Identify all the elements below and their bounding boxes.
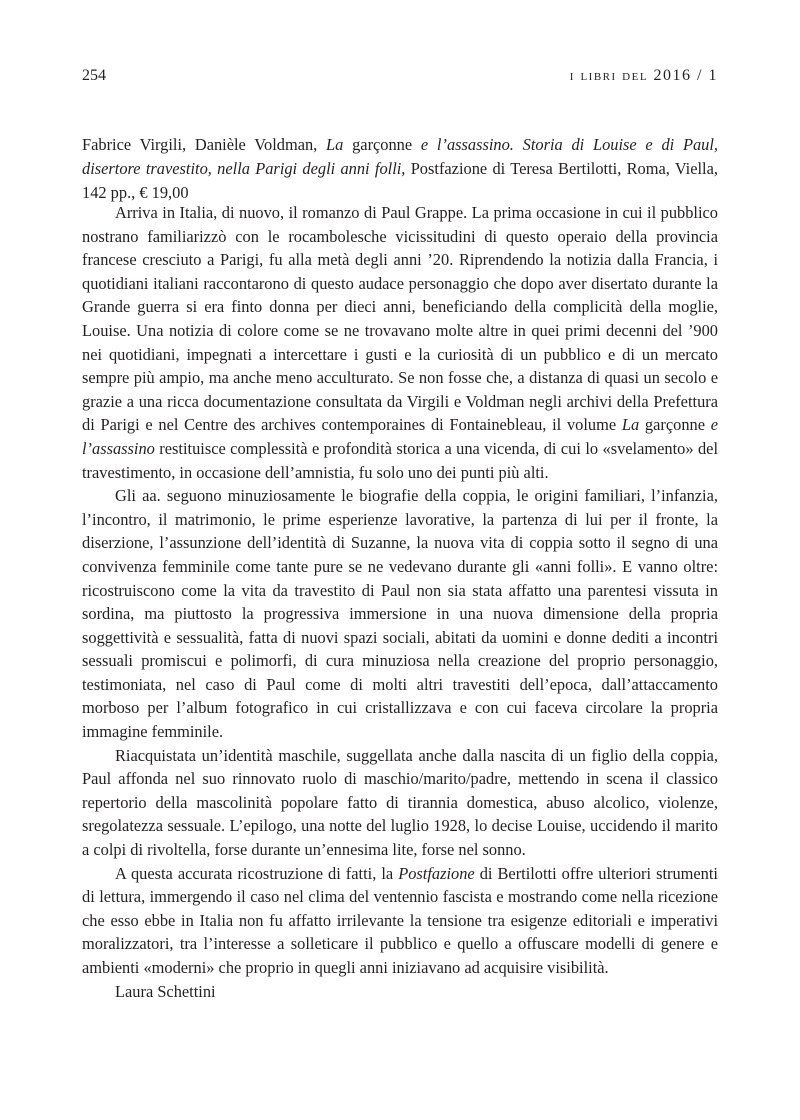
page-number: 254 — [82, 67, 106, 84]
book-title-roman: garçonne — [343, 135, 421, 154]
review-paragraph-3: Riacquistata un’identità maschile, suggellata anche dalla nascita di un figlio della coppia, Paul affonda nel suo rinnovato ruolo di maschio/marito/padre, mettendo in scena il classico repertorio della mascolinità popolare fatto di tirannia domestica, abuso alcolico, violenze, sregolatezza sessuale. L’epilogo, una notte del luglio 1928, lo decise Louise, uccidendo il marito a colpi di rivoltella, forse durante un’ennesima lite, forse nel sonno. — [82, 745, 718, 860]
paragraph-text: di Bertilotti offre ulteriori strumenti di lettura, immergendo il caso nel clima del ventennio fascista e mostrando come nella ricezione che esso ebbe in Italia non fu affatto irrilevante la tensione tra esigenze editoriali e imperativi moralizzatori, tra l’interesse a solleticare il pubblico e quello a offuscare modelli di genere e ambienti «moderni» che proprio in quegli anni iniziavano ad acquisire visibilità. — [82, 863, 718, 977]
review-bibliographic-header — [82, 133, 718, 205]
book-authors: Fabrice Virgili, Danièle Voldman, — [82, 135, 327, 154]
paragraph-text: A questa accurata ricostruzione di fatti, la — [115, 863, 399, 883]
postfazione-italic: Postfazione — [398, 863, 475, 883]
review-paragraph-2: Gli aa. seguono minuziosamente le biografie della coppia, le origini familiari, l’infanzia, l’incontro, il matrimonio, le prime esperienze lavorative, la partenza di lui per il fronte, la diserzione, l’assunzione dell’identità di Suzanne, la nuova vita di coppia sotto il segno di una convivenza femminile come tante pure se ne vedevano durante gli «anni folli». E vanno oltre: ricostruiscono come la vita da travestito di Paul non sia stata affatto una parentesi vissuta in sordina, ma piuttosto la progressiva immersione in una nuova dimensione della propria soggettività e sessualità, fatta di nuovi spazi sociali, abitati da uomini e donne dediti a incontri sessuali promiscui e polimorfi, di cura minuziosa nella creazione del proprio personaggio, testimoniata, nel caso di Paul come di molti altri travestiti dell’epoca, dall’attaccamento morboso per l’album fotografico in cui cristallizzava e con cui faceva circolare la propria immagine femminile. — [82, 486, 718, 742]
title-italic: La — [621, 415, 640, 435]
running-head — [82, 66, 718, 86]
review-body — [82, 201, 718, 1003]
book-title-italic-1: La — [326, 135, 344, 154]
review-paragraph-1 — [82, 201, 718, 484]
reviewer-signature: Laura Schettini — [115, 981, 216, 1001]
book-title-italic-2: e l’assassino. Storia di Louise e di Paul, disertore travestito, nella Parigi degli anni folli, — [82, 135, 718, 178]
running-title: i libri del 2016 / 1 — [569, 67, 718, 84]
title-italic: e l’assassino — [82, 415, 718, 458]
paragraph-text: Arriva in Italia, di nuovo, il romanzo di Paul Grappe. La prima occasione in cui il pubblico nostrano familiarizzò con le rocambolesche vicissitudini di questo operaio della provincia francese cresciuto a Parigi, fu alla metà degli anni ’20. Riprendendo la notizia dalla Francia, i quotidiani italiani raccontarono di questo audace personaggio che dopo aver disertato durante la Grande guerra si era finto donna per dieci anni, beneficiando della complicità della moglie, Louise. Una notizia di colore come se ne trovavano molte altre in quei primi decenni del ’900 nei quotidiani, impegnati a intercettare i gusti e la curiosità di un pubblico e di un mercato sempre più ampio, ma anche meno acculturato. Se non fosse che, a distanza di quasi un secolo e grazie a una ricca documentazione consultata da Virgili e Voldman negli archivi della Prefettura di Parigi e nel Centre des archives contemporaines di Fontainebleau, il volume — [82, 203, 718, 435]
book-details: Postfazione di Teresa Bertilotti, Roma, Viella, 142 pp., € 19,00 — [82, 159, 718, 202]
paragraph-text: restituisce complessità e profondità storica a una vicenda, di cui lo «svelamento» del travestimento, in occasione dell’amnistia, fu solo uno dei punti più alti. — [82, 438, 718, 482]
review-paragraph-4 — [82, 862, 718, 980]
title-roman: garçonne — [639, 415, 711, 435]
